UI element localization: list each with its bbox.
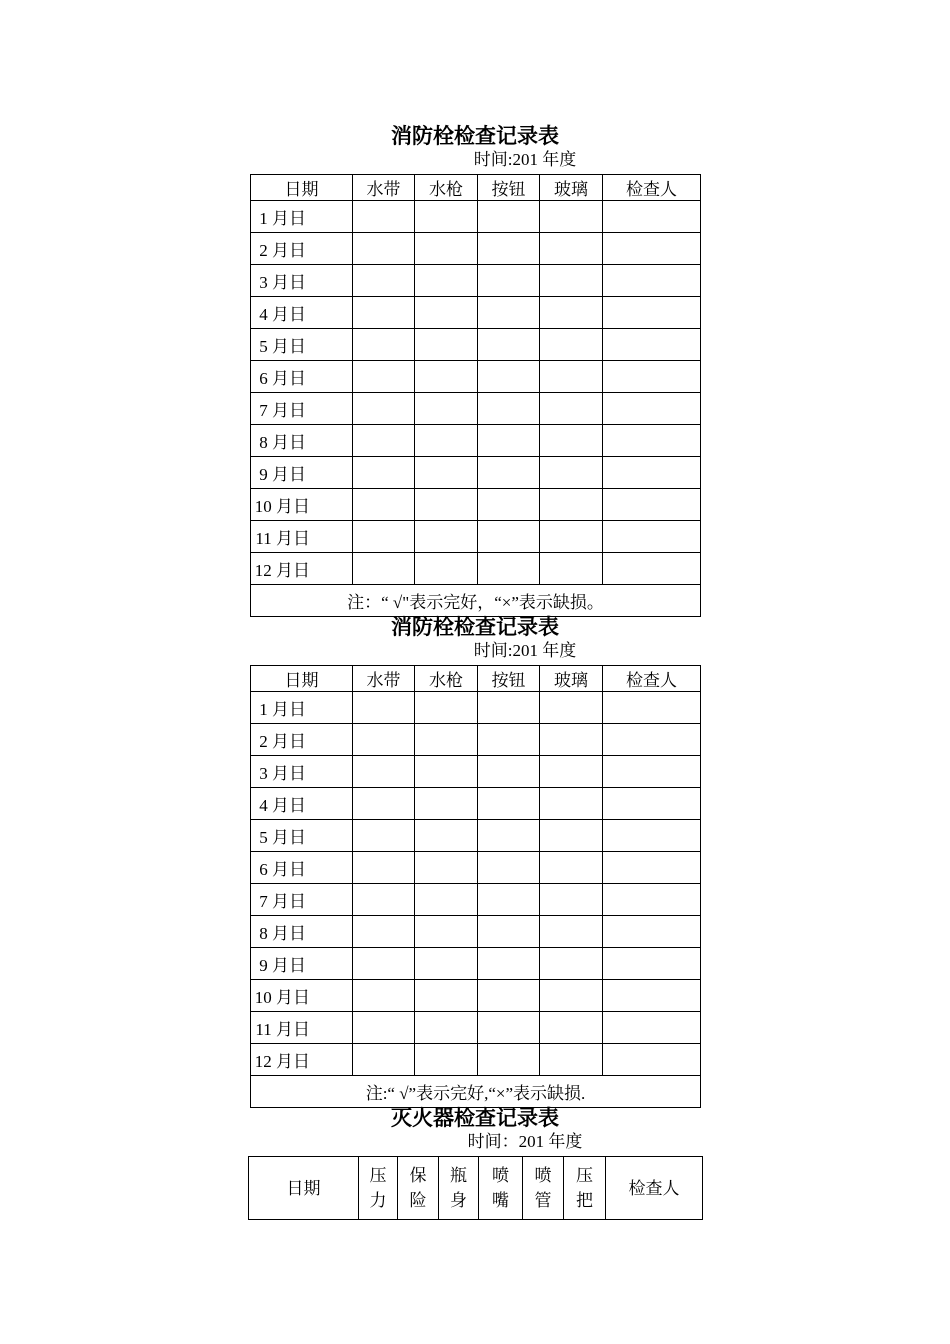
cell-nozzle[interactable] [415, 916, 478, 948]
cell-hose[interactable] [353, 724, 415, 756]
header-nozzle: 水枪 [415, 175, 478, 201]
header-cylinder-label: 瓶身 [450, 1166, 467, 1210]
month-label: 1 月 [259, 700, 289, 719]
header-glass: 玻璃 [540, 666, 603, 692]
table-row [251, 457, 701, 489]
cell-glass[interactable] [540, 692, 603, 724]
day-label: 日 [289, 273, 306, 292]
month-label: 8 月 [259, 924, 289, 943]
table-row [251, 425, 701, 457]
cell-inspector[interactable] [603, 724, 701, 756]
month-label: 12 月 [254, 1052, 293, 1071]
table-row [251, 233, 701, 265]
cell-nozzle[interactable] [415, 884, 478, 916]
cell-nozzle[interactable] [415, 820, 478, 852]
header-cylinder [439, 1157, 479, 1220]
cell-glass[interactable] [540, 916, 603, 948]
cell-button[interactable] [478, 297, 540, 329]
cell-button[interactable] [478, 489, 540, 521]
cell-glass[interactable] [540, 457, 603, 489]
cell-hose[interactable] [353, 756, 415, 788]
month-label: 9 月 [259, 465, 289, 484]
month-label: 9 月 [259, 956, 289, 975]
table-row [251, 948, 701, 980]
cell-nozzle[interactable] [415, 852, 478, 884]
header-button: 按钮 [478, 666, 540, 692]
cell-glass[interactable] [540, 788, 603, 820]
header-button: 按钮 [478, 175, 540, 201]
month-label: 6 月 [259, 860, 289, 879]
cell-glass[interactable] [540, 820, 603, 852]
form1-title: 消防栓检查记录表 [391, 124, 559, 148]
header-handle [564, 1157, 606, 1220]
day-label: 日 [289, 241, 306, 260]
day-label: 日 [289, 401, 306, 420]
table-row [251, 265, 701, 297]
cell-button[interactable] [478, 329, 540, 361]
cell-hose[interactable] [353, 1044, 415, 1076]
header-pressure [359, 1157, 398, 1220]
date-cell [251, 1044, 353, 1076]
cell-button[interactable] [478, 425, 540, 457]
table-row [251, 756, 701, 788]
day-label: 日 [289, 828, 306, 847]
cell-nozzle[interactable] [415, 788, 478, 820]
header-date: 日期 [251, 666, 353, 692]
cell-button[interactable] [478, 852, 540, 884]
cell-glass[interactable] [540, 201, 603, 233]
month-label: 4 月 [259, 305, 289, 324]
form2-title: 消防栓检查记录表 [391, 615, 559, 639]
table-row [251, 1044, 701, 1076]
cell-hose[interactable] [353, 297, 415, 329]
cell-glass[interactable] [540, 724, 603, 756]
day-label: 日 [289, 796, 306, 815]
table-row [251, 393, 701, 425]
cell-inspector[interactable] [603, 916, 701, 948]
date-cell [251, 980, 353, 1012]
cell-hose[interactable] [353, 852, 415, 884]
day-label: 日 [293, 561, 310, 580]
form1-table [250, 174, 701, 617]
day-label: 日 [293, 1052, 310, 1071]
cell-glass[interactable] [540, 361, 603, 393]
cell-inspector[interactable] [603, 948, 701, 980]
cell-nozzle[interactable] [415, 201, 478, 233]
cell-nozzle[interactable] [415, 553, 478, 585]
cell-button[interactable] [478, 233, 540, 265]
cell-glass[interactable] [540, 489, 603, 521]
cell-inspector[interactable] [603, 820, 701, 852]
month-label: 11 月 [255, 529, 293, 548]
day-label: 日 [289, 956, 306, 975]
cell-button[interactable] [478, 980, 540, 1012]
date-cell [251, 489, 353, 521]
cell-hose[interactable] [353, 265, 415, 297]
cell-nozzle[interactable] [415, 948, 478, 980]
month-label: 7 月 [259, 892, 289, 911]
cell-hose[interactable] [353, 457, 415, 489]
month-label: 8 月 [259, 433, 289, 452]
cell-inspector[interactable] [603, 233, 701, 265]
date-cell [251, 361, 353, 393]
cell-hose[interactable] [353, 489, 415, 521]
form1-header-row [251, 175, 701, 201]
cell-hose[interactable] [353, 788, 415, 820]
cell-hose[interactable] [353, 916, 415, 948]
cell-nozzle[interactable] [415, 489, 478, 521]
date-cell [251, 201, 353, 233]
cell-inspector[interactable] [603, 1012, 701, 1044]
cell-nozzle[interactable] [415, 1044, 478, 1076]
cell-nozzle[interactable] [415, 393, 478, 425]
table-row [251, 553, 701, 585]
table-row [251, 852, 701, 884]
day-label: 日 [289, 860, 306, 879]
form3-title: 灭火器检查记录表 [391, 1106, 559, 1130]
date-cell [251, 756, 353, 788]
cell-inspector[interactable] [603, 788, 701, 820]
cell-button[interactable] [478, 884, 540, 916]
cell-glass[interactable] [540, 553, 603, 585]
cell-inspector[interactable] [603, 457, 701, 489]
form2-table [250, 665, 701, 1108]
cell-button[interactable] [478, 724, 540, 756]
cell-nozzle[interactable] [415, 265, 478, 297]
month-label: 1 月 [259, 209, 289, 228]
day-label: 日 [289, 700, 306, 719]
cell-glass[interactable] [540, 852, 603, 884]
form1-subtitle: 时间:201 年度 [473, 150, 577, 169]
cell-glass[interactable] [540, 1012, 603, 1044]
month-label: 3 月 [259, 764, 289, 783]
header-inspector: 检查人 [606, 1157, 703, 1220]
cell-inspector[interactable] [603, 329, 701, 361]
day-label: 日 [293, 497, 310, 516]
date-cell [251, 852, 353, 884]
cell-hose[interactable] [353, 884, 415, 916]
header-inspector: 检查人 [603, 666, 701, 692]
month-label: 4 月 [259, 796, 289, 815]
day-label: 日 [289, 433, 306, 452]
cell-glass[interactable] [540, 756, 603, 788]
cell-button[interactable] [478, 692, 540, 724]
day-label: 日 [289, 305, 306, 324]
form3-header-row [249, 1157, 703, 1220]
day-label: 日 [293, 529, 310, 548]
cell-hose[interactable] [353, 521, 415, 553]
cell-button[interactable] [478, 948, 540, 980]
table-row [251, 1012, 701, 1044]
header-nozzle [479, 1157, 523, 1220]
form2-note: 注:“ √”表示完好,“×”表示缺损. [251, 1076, 701, 1108]
header-handle-label: 压把 [576, 1166, 593, 1210]
month-label: 7 月 [259, 401, 289, 420]
table-row [251, 692, 701, 724]
cell-inspector[interactable] [603, 361, 701, 393]
cell-nozzle[interactable] [415, 361, 478, 393]
cell-glass[interactable] [540, 884, 603, 916]
cell-nozzle[interactable] [415, 233, 478, 265]
header-nozzle: 水枪 [415, 666, 478, 692]
cell-button[interactable] [478, 1012, 540, 1044]
cell-glass[interactable] [540, 297, 603, 329]
month-label: 5 月 [259, 337, 289, 356]
date-cell [251, 553, 353, 585]
cell-glass[interactable] [540, 425, 603, 457]
cell-hose[interactable] [353, 948, 415, 980]
day-label: 日 [289, 209, 306, 228]
cell-inspector[interactable] [603, 201, 701, 233]
table-row [251, 724, 701, 756]
cell-inspector[interactable] [603, 265, 701, 297]
header-hose: 水带 [353, 175, 415, 201]
cell-inspector[interactable] [603, 852, 701, 884]
date-cell [251, 233, 353, 265]
cell-inspector[interactable] [603, 884, 701, 916]
cell-button[interactable] [478, 457, 540, 489]
month-label: 10 月 [254, 988, 293, 1007]
cell-hose[interactable] [353, 980, 415, 1012]
cell-button[interactable] [478, 916, 540, 948]
month-label: 11 月 [255, 1020, 293, 1039]
date-cell [251, 948, 353, 980]
month-label: 5 月 [259, 828, 289, 847]
cell-inspector[interactable] [603, 756, 701, 788]
cell-glass[interactable] [540, 393, 603, 425]
form2-header-row [251, 666, 701, 692]
form1-note: 注：“ √"表示完好，“×”表示缺损。 [251, 585, 701, 617]
cell-hose[interactable] [353, 1012, 415, 1044]
cell-glass[interactable] [540, 265, 603, 297]
cell-nozzle[interactable] [415, 756, 478, 788]
cell-button[interactable] [478, 361, 540, 393]
cell-button[interactable] [478, 553, 540, 585]
cell-hose[interactable] [353, 692, 415, 724]
cell-inspector[interactable] [603, 692, 701, 724]
date-cell [251, 788, 353, 820]
day-label: 日 [289, 892, 306, 911]
date-cell [251, 521, 353, 553]
cell-glass[interactable] [540, 948, 603, 980]
table-row [251, 788, 701, 820]
header-date: 日期 [249, 1157, 359, 1220]
cell-button[interactable] [478, 393, 540, 425]
cell-glass[interactable] [540, 329, 603, 361]
day-label: 日 [289, 924, 306, 943]
cell-button[interactable] [478, 265, 540, 297]
cell-inspector[interactable] [603, 489, 701, 521]
header-date: 日期 [251, 175, 353, 201]
header-safety-pin-label: 保险 [409, 1166, 427, 1210]
month-label: 3 月 [259, 273, 289, 292]
table-row [251, 916, 701, 948]
date-cell [251, 916, 353, 948]
cell-nozzle[interactable] [415, 425, 478, 457]
cell-nozzle[interactable] [415, 1012, 478, 1044]
cell-hose[interactable] [353, 425, 415, 457]
header-glass: 玻璃 [540, 175, 603, 201]
table-row [251, 201, 701, 233]
cell-glass[interactable] [540, 980, 603, 1012]
cell-button[interactable] [478, 521, 540, 553]
table-row [251, 820, 701, 852]
cell-hose[interactable] [353, 201, 415, 233]
date-cell [251, 297, 353, 329]
date-cell [251, 329, 353, 361]
cell-hose[interactable] [353, 233, 415, 265]
cell-button[interactable] [478, 1044, 540, 1076]
date-cell [251, 457, 353, 489]
day-label: 日 [289, 369, 306, 388]
cell-nozzle[interactable] [415, 457, 478, 489]
date-cell [251, 820, 353, 852]
date-cell [251, 1012, 353, 1044]
date-cell [251, 393, 353, 425]
header-hose [523, 1157, 564, 1220]
cell-button[interactable] [478, 788, 540, 820]
cell-glass[interactable] [540, 1044, 603, 1076]
date-cell [251, 692, 353, 724]
day-label: 日 [293, 988, 310, 1007]
day-label: 日 [289, 337, 306, 356]
cell-inspector[interactable] [603, 1044, 701, 1076]
header-hose: 水带 [353, 666, 415, 692]
table-row [251, 521, 701, 553]
cell-glass[interactable] [540, 233, 603, 265]
header-pressure-label: 压力 [369, 1166, 387, 1210]
cell-inspector[interactable] [603, 521, 701, 553]
month-label: 10 月 [254, 497, 293, 516]
cell-glass[interactable] [540, 521, 603, 553]
cell-button[interactable] [478, 201, 540, 233]
table-row [251, 329, 701, 361]
day-label: 日 [289, 465, 306, 484]
cell-inspector[interactable] [603, 980, 701, 1012]
month-label: 2 月 [259, 732, 289, 751]
cell-hose[interactable] [353, 553, 415, 585]
header-nozzle-label: 喷嘴 [492, 1166, 509, 1210]
month-label: 2 月 [259, 241, 289, 260]
cell-inspector[interactable] [603, 393, 701, 425]
table-row [251, 297, 701, 329]
month-label: 12 月 [254, 561, 293, 580]
date-cell [251, 425, 353, 457]
header-inspector: 检查人 [603, 175, 701, 201]
cell-hose[interactable] [353, 393, 415, 425]
cell-nozzle[interactable] [415, 329, 478, 361]
month-label: 6 月 [259, 369, 289, 388]
table-row [251, 884, 701, 916]
cell-button[interactable] [478, 820, 540, 852]
cell-nozzle[interactable] [415, 692, 478, 724]
form3-table [248, 1156, 703, 1220]
date-cell [251, 265, 353, 297]
form2-subtitle: 时间:201 年度 [473, 641, 577, 660]
header-safety-pin [398, 1157, 439, 1220]
cell-hose[interactable] [353, 820, 415, 852]
form3-subtitle: 时间：201 年度 [467, 1132, 583, 1151]
cell-nozzle[interactable] [415, 521, 478, 553]
cell-nozzle[interactable] [415, 297, 478, 329]
header-hose-label: 喷管 [534, 1166, 552, 1210]
date-cell [251, 724, 353, 756]
cell-button[interactable] [478, 756, 540, 788]
day-label: 日 [289, 764, 306, 783]
cell-nozzle[interactable] [415, 724, 478, 756]
table-row [251, 489, 701, 521]
cell-inspector[interactable] [603, 553, 701, 585]
cell-hose[interactable] [353, 329, 415, 361]
date-cell [251, 884, 353, 916]
table-row [251, 361, 701, 393]
cell-hose[interactable] [353, 361, 415, 393]
table-row [251, 980, 701, 1012]
day-label: 日 [289, 732, 306, 751]
cell-nozzle[interactable] [415, 980, 478, 1012]
cell-inspector[interactable] [603, 425, 701, 457]
day-label: 日 [293, 1020, 310, 1039]
cell-inspector[interactable] [603, 297, 701, 329]
